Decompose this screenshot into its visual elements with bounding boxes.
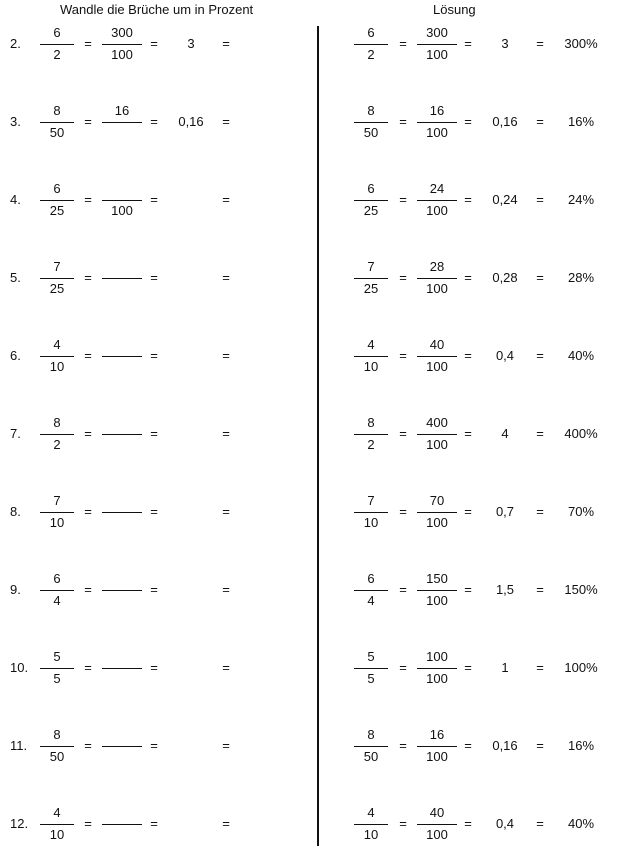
exercise-number: 5. — [10, 270, 21, 285]
blank-fraction-bar — [102, 44, 142, 45]
equals-sign: = — [222, 348, 230, 363]
fraction-bar — [354, 590, 388, 591]
solution-numerator: 6 — [367, 25, 375, 40]
equals-sign: = — [464, 816, 472, 831]
fraction-numerator: 8 — [53, 727, 61, 742]
decimal-given: 3 — [187, 36, 195, 51]
solution-denominator: 2 — [367, 437, 375, 452]
fraction-bar — [40, 122, 74, 123]
solution-numerator: 8 — [367, 103, 375, 118]
solution-percent: 150% — [564, 582, 598, 597]
equals-sign: = — [150, 270, 158, 285]
solution-decimal: 3 — [501, 36, 509, 51]
equals-sign: = — [399, 582, 407, 597]
solution-hundredths-numerator: 40 — [429, 337, 445, 352]
fraction-numerator: 7 — [53, 493, 61, 508]
fraction-bar — [40, 590, 74, 591]
equals-sign: = — [84, 738, 92, 753]
blank-fraction-bar — [102, 278, 142, 279]
equals-sign: = — [536, 270, 544, 285]
equals-sign: = — [464, 660, 472, 675]
fraction-bar — [354, 824, 388, 825]
solution-denominator: 10 — [363, 827, 379, 842]
solution-hundredths-numerator: 16 — [429, 103, 445, 118]
equals-sign: = — [150, 192, 158, 207]
exercise-row — [0, 648, 626, 688]
fraction-bar — [40, 200, 74, 201]
fraction-bar — [40, 668, 74, 669]
blank-fraction-bar — [102, 824, 142, 825]
exercise-number: 3. — [10, 114, 21, 129]
equals-sign: = — [150, 660, 158, 675]
equals-sign: = — [399, 36, 407, 51]
fraction-numerator: 6 — [53, 571, 61, 586]
solution-hundredths-denominator: 100 — [426, 827, 448, 842]
equals-sign: = — [399, 192, 407, 207]
equals-sign: = — [150, 504, 158, 519]
fraction-numerator: 8 — [53, 415, 61, 430]
equals-sign: = — [150, 114, 158, 129]
fraction-bar — [354, 434, 388, 435]
solution-decimal: 0,16 — [492, 738, 518, 753]
equals-sign: = — [536, 36, 544, 51]
equals-sign: = — [536, 114, 544, 129]
solution-hundredths-denominator: 100 — [426, 749, 448, 764]
equals-sign: = — [84, 504, 92, 519]
equals-sign: = — [399, 738, 407, 753]
equals-sign: = — [222, 36, 230, 51]
solution-denominator: 50 — [363, 749, 379, 764]
exercise-number: 4. — [10, 192, 21, 207]
equals-sign: = — [222, 582, 230, 597]
equals-sign: = — [536, 348, 544, 363]
solution-numerator: 8 — [367, 727, 375, 742]
solution-percent: 40% — [567, 348, 595, 363]
fraction-numerator: 6 — [53, 181, 61, 196]
fraction-numerator: 6 — [53, 25, 61, 40]
solution-hundredths-numerator: 100 — [426, 649, 448, 664]
fraction-bar — [40, 434, 74, 435]
fraction-denominator: 50 — [49, 749, 65, 764]
solution-denominator: 25 — [363, 203, 379, 218]
hundredths-numerator-given: 16 — [114, 103, 130, 118]
equals-sign: = — [84, 192, 92, 207]
fraction-numerator: 4 — [53, 337, 61, 352]
fraction-bar — [417, 590, 457, 591]
solution-hundredths-numerator: 150 — [426, 571, 448, 586]
fraction-denominator: 25 — [49, 203, 65, 218]
equals-sign: = — [150, 426, 158, 441]
fraction-bar — [354, 356, 388, 357]
fraction-bar — [354, 278, 388, 279]
blank-fraction-bar — [102, 590, 142, 591]
solution-percent: 400% — [564, 426, 598, 441]
blank-fraction-bar — [102, 668, 142, 669]
equals-sign: = — [464, 582, 472, 597]
equals-sign: = — [399, 504, 407, 519]
solution-numerator: 4 — [367, 337, 375, 352]
solution-hundredths-denominator: 100 — [426, 359, 448, 374]
solution-numerator: 7 — [367, 493, 375, 508]
equals-sign: = — [84, 114, 92, 129]
worksheet-title: Wandle die Brüche um in Prozent — [60, 2, 254, 17]
fraction-bar — [40, 746, 74, 747]
solution-numerator: 6 — [367, 571, 375, 586]
exercise-row — [0, 24, 626, 64]
exercise-number: 7. — [10, 426, 21, 441]
equals-sign: = — [150, 582, 158, 597]
solution-hundredths-denominator: 100 — [426, 671, 448, 686]
solution-percent: 70% — [567, 504, 595, 519]
equals-sign: = — [222, 660, 230, 675]
solution-percent: 16% — [567, 738, 595, 753]
exercise-row — [0, 336, 626, 376]
equals-sign: = — [399, 270, 407, 285]
equals-sign: = — [222, 738, 230, 753]
blank-fraction-bar — [102, 122, 142, 123]
solution-denominator: 5 — [367, 671, 375, 686]
fraction-denominator: 10 — [49, 359, 65, 374]
exercise-row — [0, 414, 626, 454]
solution-hundredths-numerator: 400 — [426, 415, 448, 430]
equals-sign: = — [222, 816, 230, 831]
fraction-bar — [417, 200, 457, 201]
exercise-number: 8. — [10, 504, 21, 519]
exercise-number: 2. — [10, 36, 21, 51]
solution-denominator: 25 — [363, 281, 379, 296]
equals-sign: = — [222, 192, 230, 207]
hundredths-denominator-given: 100 — [111, 203, 133, 218]
exercise-row — [0, 258, 626, 298]
fraction-bar — [417, 512, 457, 513]
fraction-bar — [417, 668, 457, 669]
equals-sign: = — [222, 114, 230, 129]
fraction-bar — [417, 824, 457, 825]
exercise-number: 6. — [10, 348, 21, 363]
exercise-number: 12. — [10, 816, 29, 831]
fraction-bar — [354, 44, 388, 45]
solution-decimal: 0,4 — [495, 348, 515, 363]
fraction-bar — [354, 122, 388, 123]
equals-sign: = — [399, 348, 407, 363]
equals-sign: = — [150, 738, 158, 753]
fraction-denominator: 10 — [49, 515, 65, 530]
equals-sign: = — [150, 816, 158, 831]
fraction-numerator: 8 — [53, 103, 61, 118]
solution-denominator: 4 — [367, 593, 375, 608]
equals-sign: = — [84, 582, 92, 597]
solution-percent: 24% — [567, 192, 595, 207]
equals-sign: = — [464, 738, 472, 753]
solution-decimal: 4 — [501, 426, 509, 441]
blank-fraction-bar — [102, 512, 142, 513]
fraction-bar — [417, 122, 457, 123]
fraction-bar — [354, 512, 388, 513]
solution-hundredths-numerator: 16 — [429, 727, 445, 742]
solution-hundredths-denominator: 100 — [426, 437, 448, 452]
solution-denominator: 10 — [363, 515, 379, 530]
fraction-denominator: 4 — [53, 593, 61, 608]
equals-sign: = — [464, 426, 472, 441]
exercise-number: 10. — [10, 660, 29, 675]
blank-fraction-bar — [102, 356, 142, 357]
equals-sign: = — [222, 426, 230, 441]
equals-sign: = — [84, 660, 92, 675]
equals-sign: = — [536, 192, 544, 207]
equals-sign: = — [464, 270, 472, 285]
solution-decimal: 0,28 — [492, 270, 518, 285]
exercise-row — [0, 570, 626, 610]
solution-hundredths-denominator: 100 — [426, 593, 448, 608]
exercise-number: 9. — [10, 582, 21, 597]
blank-fraction-bar — [102, 746, 142, 747]
blank-fraction-bar — [102, 200, 142, 201]
fraction-bar — [417, 746, 457, 747]
equals-sign: = — [84, 816, 92, 831]
equals-sign: = — [536, 582, 544, 597]
fraction-denominator: 10 — [49, 827, 65, 842]
equals-sign: = — [464, 192, 472, 207]
exercise-row — [0, 492, 626, 532]
solution-decimal: 0,7 — [495, 504, 515, 519]
equals-sign: = — [222, 504, 230, 519]
fraction-numerator: 7 — [53, 259, 61, 274]
equals-sign: = — [399, 660, 407, 675]
equals-sign: = — [464, 36, 472, 51]
solution-numerator: 6 — [367, 181, 375, 196]
equals-sign: = — [536, 816, 544, 831]
fraction-denominator: 2 — [53, 437, 61, 452]
equals-sign: = — [399, 816, 407, 831]
equals-sign: = — [536, 504, 544, 519]
equals-sign: = — [536, 738, 544, 753]
fraction-bar — [40, 824, 74, 825]
solution-numerator: 8 — [367, 415, 375, 430]
fraction-numerator: 4 — [53, 805, 61, 820]
solution-hundredths-denominator: 100 — [426, 47, 448, 62]
solution-decimal: 1 — [501, 660, 509, 675]
equals-sign: = — [464, 114, 472, 129]
equals-sign: = — [84, 270, 92, 285]
decimal-given: 0,16 — [178, 114, 204, 129]
solution-denominator: 2 — [367, 47, 375, 62]
equals-sign: = — [222, 270, 230, 285]
solution-percent: 28% — [567, 270, 595, 285]
solution-denominator: 50 — [363, 125, 379, 140]
solution-numerator: 5 — [367, 649, 375, 664]
equals-sign: = — [399, 426, 407, 441]
fraction-bar — [354, 668, 388, 669]
solution-hundredths-numerator: 40 — [429, 805, 445, 820]
fraction-bar — [417, 278, 457, 279]
fraction-denominator: 25 — [49, 281, 65, 296]
solution-percent: 40% — [567, 816, 595, 831]
fraction-numerator: 5 — [53, 649, 61, 664]
solution-numerator: 4 — [367, 805, 375, 820]
solution-hundredths-denominator: 100 — [426, 281, 448, 296]
equals-sign: = — [150, 36, 158, 51]
blank-fraction-bar — [102, 434, 142, 435]
solution-denominator: 10 — [363, 359, 379, 374]
fraction-denominator: 2 — [53, 47, 61, 62]
exercise-row — [0, 726, 626, 766]
fraction-bar — [417, 356, 457, 357]
fraction-denominator: 50 — [49, 125, 65, 140]
exercise-number: 11. — [10, 738, 28, 753]
solution-numerator: 7 — [367, 259, 375, 274]
solution-hundredths-numerator: 28 — [429, 259, 445, 274]
equals-sign: = — [84, 426, 92, 441]
equals-sign: = — [464, 504, 472, 519]
fraction-bar — [417, 434, 457, 435]
solution-decimal: 0,24 — [492, 192, 518, 207]
solution-hundredths-numerator: 24 — [429, 181, 445, 196]
hundredths-denominator-given: 100 — [111, 47, 133, 62]
solution-decimal: 0,4 — [495, 816, 515, 831]
fraction-bar — [417, 44, 457, 45]
fraction-bar — [40, 356, 74, 357]
solution-decimal: 1,5 — [495, 582, 515, 597]
exercise-row — [0, 102, 626, 142]
solution-hundredths-numerator: 300 — [426, 25, 448, 40]
fraction-bar — [354, 200, 388, 201]
solution-hundredths-numerator: 70 — [429, 493, 445, 508]
solution-hundredths-denominator: 100 — [426, 203, 448, 218]
solution-percent: 100% — [564, 660, 598, 675]
fraction-denominator: 5 — [53, 671, 61, 686]
solution-percent: 16% — [567, 114, 595, 129]
equals-sign: = — [464, 348, 472, 363]
fraction-bar — [354, 746, 388, 747]
fraction-bar — [40, 512, 74, 513]
solution-hundredths-denominator: 100 — [426, 125, 448, 140]
solution-title: Lösung — [433, 2, 476, 17]
solution-percent: 300% — [564, 36, 598, 51]
equals-sign: = — [536, 660, 544, 675]
equals-sign: = — [84, 348, 92, 363]
equals-sign: = — [150, 348, 158, 363]
fraction-bar — [40, 44, 74, 45]
solution-hundredths-denominator: 100 — [426, 515, 448, 530]
solution-decimal: 0,16 — [492, 114, 518, 129]
exercise-row — [0, 180, 626, 220]
equals-sign: = — [536, 426, 544, 441]
fraction-bar — [40, 278, 74, 279]
hundredths-numerator-given: 300 — [111, 25, 133, 40]
equals-sign: = — [399, 114, 407, 129]
equals-sign: = — [84, 36, 92, 51]
exercise-row — [0, 804, 626, 844]
